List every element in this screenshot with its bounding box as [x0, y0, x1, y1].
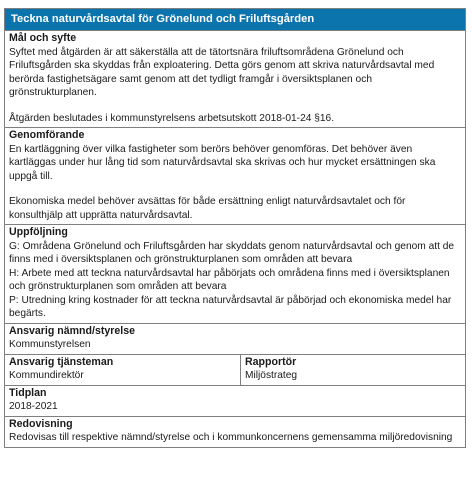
- section-rapportor: [241, 355, 465, 385]
- paragraph-gap: [9, 100, 461, 112]
- section-value: Redovisas till respektive nämnd/styrelse och i kommunkoncernens gemensamma miljöredovisning: [9, 432, 453, 443]
- section-text: Syftet med åtgärden är att säkerställa att de tätortsnära friluftsområdena Grönelund och Friluftsgården ska skyddas från exploatering. Detta görs genom att skriva naturvårdsavtal med berörda fastighetsägare samt genom att det tydligt framgår i översiktsplanen och grönstrukturplanen.: [9, 46, 435, 98]
- section-tidplan: [5, 385, 465, 416]
- section-ansvarig-tjansteman: [5, 355, 241, 385]
- section-value: Kommundirektör: [9, 370, 84, 381]
- section-text: En kartläggning över vilka fastigheter som berörs behöver genomföras. Det behöver även kartläggas under hur lång tid som naturvårdsavtal ska skrivas och hur mycket ersättningen ska uppgå till.: [9, 143, 436, 182]
- section-heading: Rapportör: [245, 355, 297, 368]
- section-value: Miljöstrateg: [245, 370, 298, 381]
- section-text: Åtgärden beslutades i kommunstyrelsens arbetsutskott 2018-01-24 §16.: [9, 112, 335, 124]
- section-genomforande: [5, 127, 465, 224]
- paragraph-gap: [9, 183, 461, 195]
- section-heading: Genomförande: [9, 129, 85, 141]
- card-title: Teckna naturvårdsavtal för Grönelund och Friluftsgården: [5, 9, 465, 30]
- section-heading: Ansvarig nämnd/styrelse: [9, 324, 135, 337]
- section-text: Ekonomiska medel behöver avsättas för både ersättning enligt naturvårdsavtalet och för konsulthjälp att upprätta naturvårdsavtal.: [9, 196, 406, 221]
- action-card: [4, 8, 466, 448]
- section-redovisning: [5, 416, 465, 447]
- uppfoljning-g: G: Områdena Grönelund och Friluftsgården har skyddats genom naturvårdsavtal och genom att de finns med i översiktsplanen och grönstrukturplanen som områden att bevara: [9, 240, 455, 265]
- section-value: Kommunstyrelsen: [9, 339, 91, 350]
- section-heading: Uppföljning: [9, 226, 68, 238]
- uppfoljning-h: H: Arbete med att teckna naturvårdsavtal har påbörjats och områdena finns med i översiktsplanen och grönstrukturplanen som områden att bevara: [9, 267, 450, 292]
- section-heading: Tidplan: [9, 386, 47, 399]
- uppfoljning-p: P: Utredning kring kostnader för att teckna naturvårdsavtal är påbörjad och ekonomiska medel har begärts.: [9, 294, 452, 319]
- section-row-tjansteman-rapportor: [5, 354, 465, 385]
- section-heading: Ansvarig tjänsteman: [9, 355, 114, 368]
- section-heading: Mål och syfte: [9, 32, 77, 44]
- section-uppfoljning: [5, 224, 465, 323]
- section-mal-och-syfte: [5, 30, 465, 127]
- section-heading: Redovisning: [9, 417, 73, 430]
- section-value: 2018-2021: [9, 401, 58, 412]
- section-ansvarig-namnd: [5, 323, 465, 354]
